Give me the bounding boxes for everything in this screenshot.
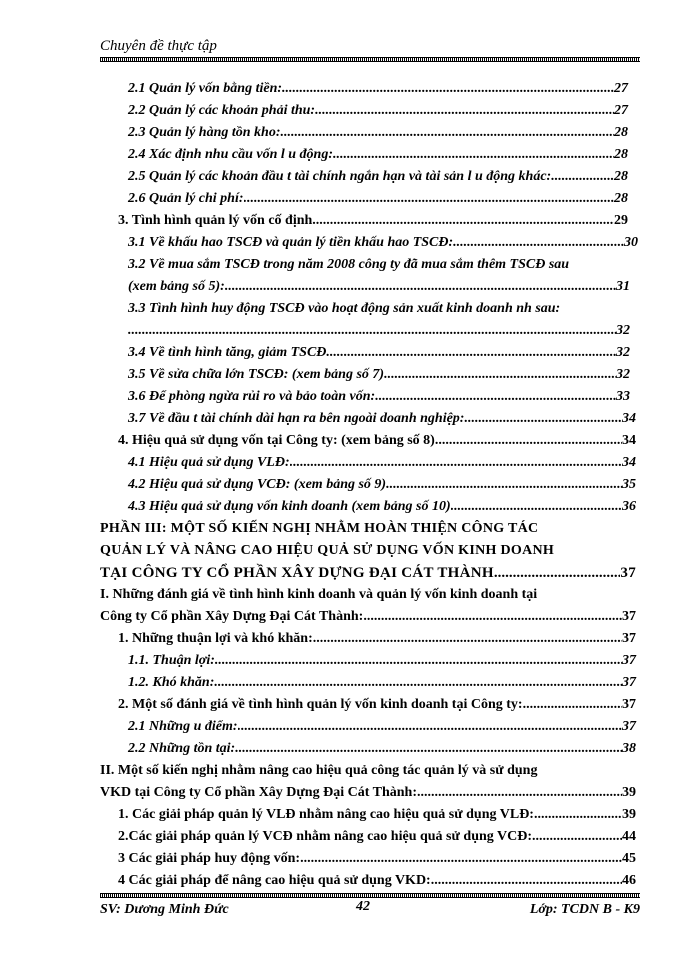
toc-entry[interactable]: [128, 476, 636, 494]
toc-entry-page: 39: [622, 785, 636, 800]
toc-entry-title: 3. Tình hình quản lý vốn cố định: [118, 213, 313, 228]
toc-entry-page: 38: [622, 741, 636, 756]
toc-entry[interactable]: [128, 498, 636, 516]
toc-entry-page: 37: [620, 565, 636, 581]
toc-entry[interactable]: [128, 718, 636, 736]
toc-entry-page: 36: [622, 499, 636, 514]
header-rule: [100, 57, 640, 62]
toc-entry-page: 46: [622, 873, 636, 888]
toc-entry-page: 44: [622, 829, 636, 844]
toc-entry[interactable]: [128, 652, 636, 670]
toc-entry-title: VKD tại Công ty Cổ phần Xây Dựng Đại Cát Thành:: [100, 785, 417, 800]
toc-entry-title: 1. Các giải pháp quản lý VLĐ nhằm nâng cao hiệu quả sử dụng VLĐ:: [118, 807, 534, 822]
toc-entry-title: 2.6 Quản lý chi phí:: [128, 191, 244, 206]
toc-entry-title: 4.3 Hiệu quả sử dụng vốn kinh doanh (xem bảng số 10): [128, 499, 451, 514]
toc-entry-title: 4.2 Hiệu quả sử dụng VCĐ: (xem bảng số 9): [128, 477, 387, 492]
toc-entry[interactable]: [118, 630, 636, 648]
toc-entry-page: 28: [614, 191, 628, 206]
toc-entry-title-line1: II. Một số kiến nghị nhằm nâng cao hiệu quả công tác quản lý và sử dụng: [100, 763, 538, 778]
toc-entry[interactable]: [100, 564, 636, 582]
part-title-line2: QUẢN LÝ VÀ NÂNG CAO HIỆU QUẢ SỬ DỤNG VỐN KINH DOANH: [100, 543, 555, 558]
toc-entry-title: 3.7 Về đầu t tài chính dài hạn ra bên ngoài doanh nghiệp:: [128, 411, 465, 426]
toc-entry-page: 35: [622, 477, 636, 492]
toc-entry[interactable]: [118, 806, 636, 824]
toc-entry-page: 28: [614, 125, 628, 140]
toc-entry-page: 37: [622, 719, 636, 734]
footer-student: SV: Dương Minh Đức: [100, 902, 229, 917]
toc-entry-page: 39: [622, 807, 636, 822]
toc-entry-page: 33: [616, 389, 630, 404]
toc-entry-page: 45: [622, 851, 636, 866]
toc-entry-title: 3.1 Về khấu hao TSCĐ và quản lý tiền khấu hao TSCĐ:: [128, 235, 454, 250]
toc-entry[interactable]: [118, 696, 636, 714]
toc-entry[interactable]: [128, 410, 636, 428]
toc-entry-page: 34: [622, 455, 636, 470]
toc-entry[interactable]: [118, 872, 636, 890]
toc-entry-page: 37: [622, 653, 636, 668]
toc-entry-title: 1. Những thuận lợi và khó khăn:: [118, 631, 313, 646]
toc-entry-title: 2.Các giải pháp quản lý VCĐ nhằm nâng cao hiệu quả sử dụng VCĐ:: [118, 829, 533, 844]
toc-entry[interactable]: [128, 344, 630, 362]
toc-entry[interactable]: [128, 102, 628, 120]
toc-entry-title: 4. Hiệu quả sử dụng vốn tại Công ty: (xem bảng số 8): [118, 433, 435, 448]
toc-entry-page: 28: [614, 169, 628, 184]
toc-entry[interactable]: [118, 828, 636, 846]
toc-entry[interactable]: [100, 608, 636, 626]
toc-entry[interactable]: [128, 190, 628, 208]
toc-entry[interactable]: [128, 454, 636, 472]
toc-entry-title: TẠI CÔNG TY CỔ PHẦN XÂY DỰNG ĐẠI CÁT THÀNH: [100, 565, 494, 581]
toc-entry-title-line1: 3.2 Về mua sắm TSCĐ trong năm 2008 công ty đã mua sắm thêm TSCĐ sau: [128, 257, 570, 272]
toc-entry[interactable]: [128, 168, 628, 186]
toc-entry[interactable]: [128, 80, 628, 98]
toc-entry-page: 37: [622, 675, 636, 690]
toc-entry[interactable]: [118, 850, 636, 868]
toc-entry-title: 2.1 Những u điểm:: [128, 719, 238, 734]
toc-entry[interactable]: [128, 234, 638, 252]
toc-entry-page: 34: [622, 411, 636, 426]
toc-entry-page: 28: [614, 147, 628, 162]
toc-entry-title: 3.5 Về sửa chữa lớn TSCĐ: (xem bảng số 7): [128, 367, 385, 382]
toc-entry-title: 1.2. Khó khăn:: [128, 675, 215, 690]
toc-entry-title-line1: 3.3 Tình hình huy động TSCĐ vào hoạt động sản xuất kinh doanh nh sau:: [128, 301, 561, 316]
toc-entry-title: 3.6 Để phòng ngừa rủi ro và bảo toàn vốn:: [128, 389, 376, 404]
toc-entry-title: 2.2 Quản lý các khoản phải thu:: [128, 103, 316, 118]
toc-entry-page: 29: [614, 213, 628, 228]
toc-entry-title: 3.4 Về tình hình tăng, giảm TSCĐ: [128, 345, 327, 360]
footer-rule: [100, 893, 640, 898]
toc-entry-title: 1.1. Thuận lợi:: [128, 653, 215, 668]
toc-entry[interactable]: [118, 432, 636, 450]
toc-entry-page: 32: [616, 367, 630, 382]
toc-entry-title: 2.3 Quản lý hàng tồn kho:: [128, 125, 281, 140]
toc-entry-page: 31: [616, 279, 630, 294]
footer-page-number: 42: [356, 899, 370, 914]
toc-entry-page: 30: [624, 235, 638, 250]
toc-entry-title: 2.2 Những tồn tại:: [128, 741, 236, 756]
toc-entry-title-line1: I. Những đánh giá về tình hình kinh doanh và quản lý vốn kinh doanh tại: [100, 587, 538, 602]
toc-entry-title: 2.5 Quản lý các khoản đầu t tài chính ngắn hạn và tài sản l u động khác:: [128, 169, 552, 184]
toc-entry[interactable]: [118, 212, 628, 230]
toc-entry-title: 2.1 Quản lý vốn bằng tiền:: [128, 81, 283, 96]
toc-entry-title: 2. Một số đánh giá về tình hình quản lý vốn kinh doanh tại Công ty:: [118, 697, 523, 712]
toc-entry[interactable]: [128, 388, 630, 406]
toc-entry-title: 3 Các giải pháp huy động vốn:: [118, 851, 301, 866]
toc-entry-page: 27: [614, 81, 628, 96]
toc-entry-title: Công ty Cổ phần Xây Dựng Đại Cát Thành:: [100, 609, 364, 624]
toc-entry[interactable]: [128, 322, 630, 340]
footer-class: Lớp: TCDN B - K9: [529, 902, 640, 917]
toc-entry-title: 2.4 Xác định nhu cầu vốn l u động:: [128, 147, 333, 162]
toc-entry-page: 34: [622, 433, 636, 448]
toc-entry-page: 32: [616, 345, 630, 360]
toc-entry-page: 37: [622, 631, 636, 646]
toc-entry-title: 4.1 Hiệu quả sử dụng VLĐ:: [128, 455, 290, 470]
toc-entry[interactable]: [128, 740, 636, 758]
toc-entry-page: 37: [622, 697, 636, 712]
toc-entry[interactable]: [128, 278, 630, 296]
header-title: Chuyên đề thực tập: [100, 38, 217, 54]
toc-entry[interactable]: [128, 146, 628, 164]
toc-entry[interactable]: [128, 124, 628, 142]
toc-entry-page: 27: [614, 103, 628, 118]
toc-entry-title: 4 Các giải pháp để nâng cao hiệu quả sử dụng VKD:: [118, 873, 431, 888]
toc-entry[interactable]: [100, 784, 636, 802]
toc-entry-title: (xem bảng số 5):: [128, 279, 225, 294]
toc-entry[interactable]: [128, 674, 636, 692]
toc-entry-page: 37: [622, 609, 636, 624]
toc-entry-page: 32: [616, 323, 630, 338]
toc-entry[interactable]: [128, 366, 630, 384]
part-title-line1: PHẦN III: MỘT SỐ KIẾN NGHỊ NHẰM HOÀN THIỆN CÔNG TÁC: [100, 521, 539, 536]
